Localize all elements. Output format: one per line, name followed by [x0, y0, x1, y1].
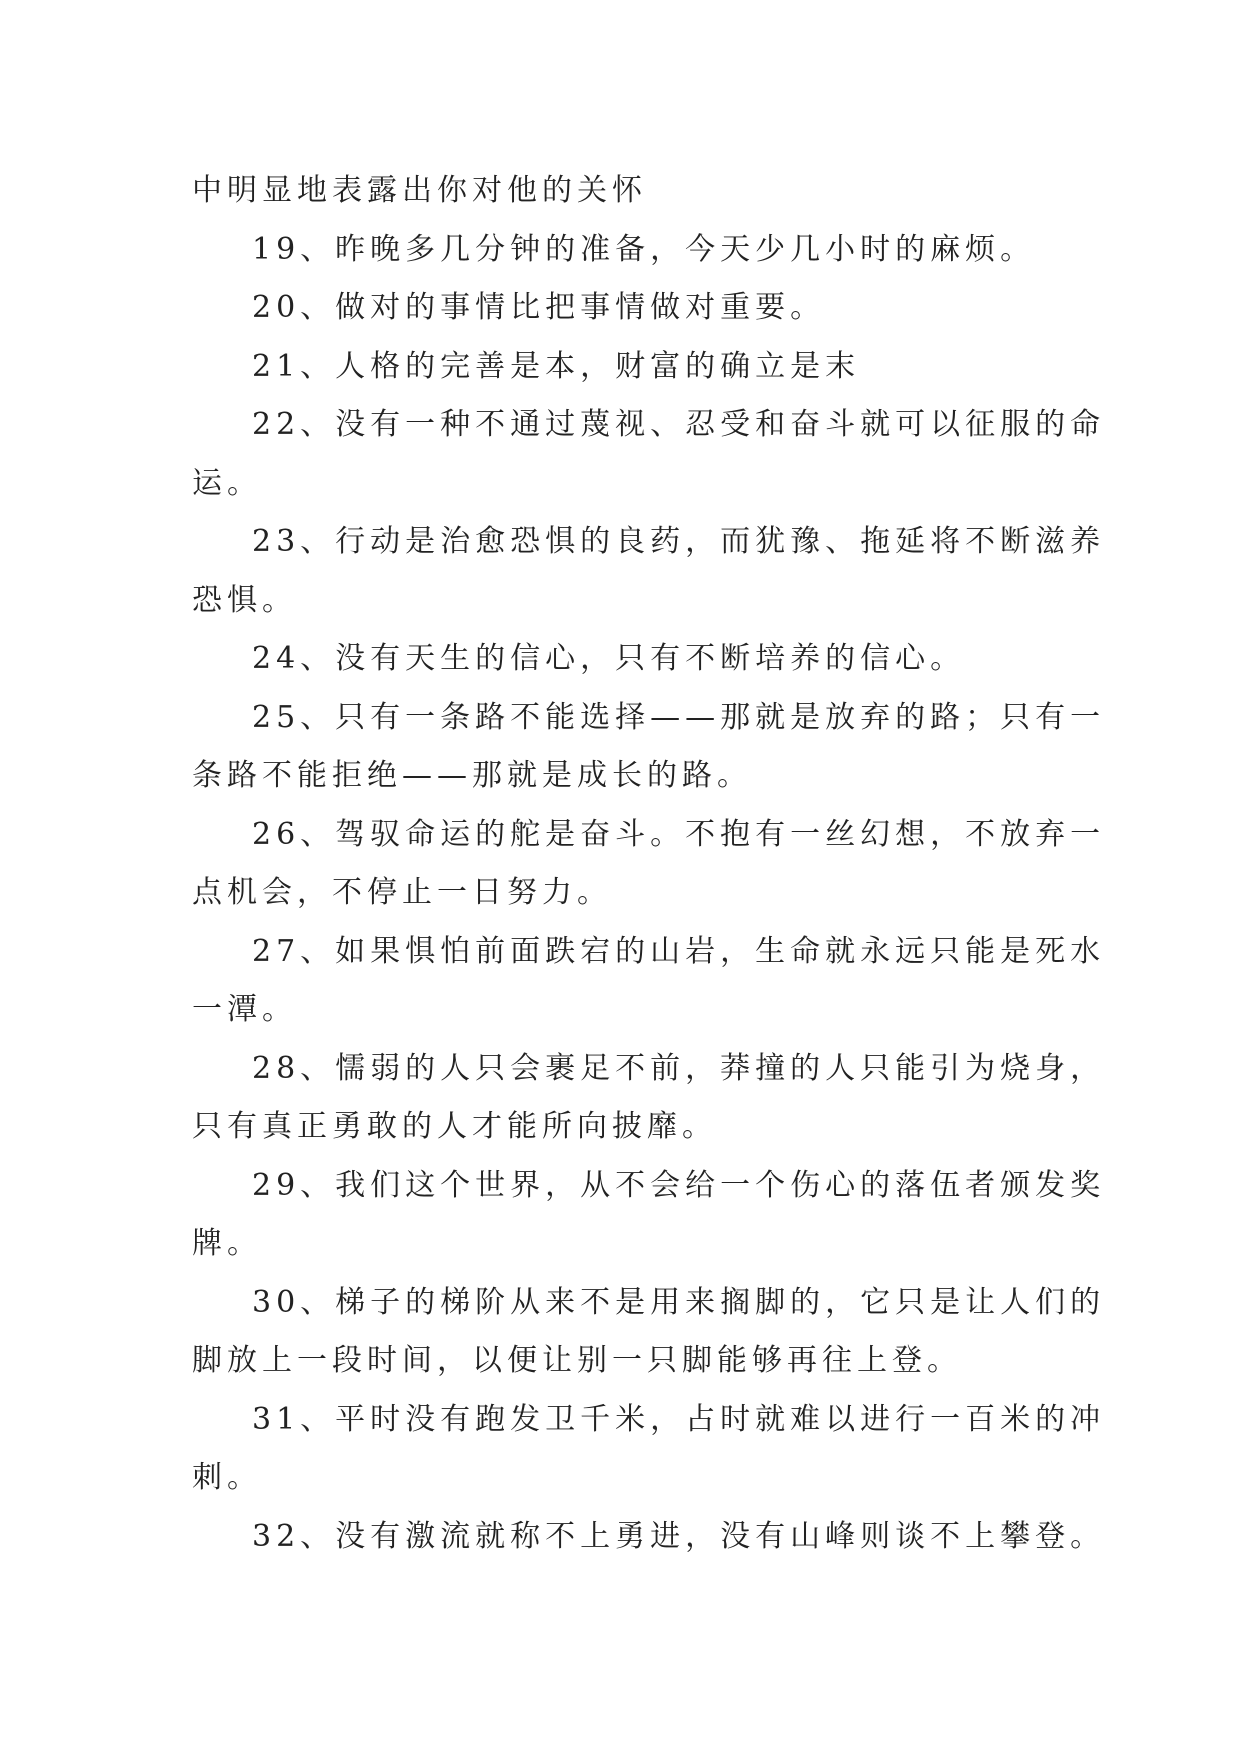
quote-30-continuation: 脚放上一段时间，以便让别一只脚能够再往上登。	[192, 1343, 962, 1378]
text-line: 中明显地表露出你对他的关怀	[192, 173, 647, 208]
quote-19: 19、昨晚多几分钟的准备，今天少几小时的麻烦。	[252, 231, 1036, 267]
quote-31: 31、平时没有跑发卫千米，占时就难以进行一百米的冲	[252, 1401, 1106, 1437]
quote-20: 20、做对的事情比把事情做对重要。	[252, 290, 826, 325]
quote-32: 32、没有激流就称不上勇进，没有山峰则谈不上攀登。	[252, 1518, 1106, 1554]
quote-31-continuation: 刺。	[192, 1460, 262, 1495]
quote-26-continuation: 点机会，不停止一日努力。	[192, 875, 612, 910]
document-body	[192, 162, 1106, 1566]
quote-21: 21、人格的完善是本，财富的确立是末	[252, 348, 861, 384]
quote-23-continuation: 恐惧。	[192, 582, 297, 618]
quote-22-continuation: 运。	[192, 465, 262, 501]
quote-24: 24、没有天生的信心，只有不断培养的信心。	[252, 641, 966, 676]
quote-29: 29、我们这个世界，从不会给一个伤心的落伍者颁发奖	[252, 1167, 1106, 1203]
quote-27-continuation: 一潭。	[192, 992, 297, 1027]
quote-29-continuation: 牌。	[192, 1226, 262, 1261]
quote-22: 22、没有一种不通过蔑视、忍受和奋斗就可以征服的命	[252, 407, 1106, 442]
quote-27: 27、如果惧怕前面跌宕的山岩，生命就永远只能是死水	[252, 933, 1106, 969]
quote-25: 25、只有一条路不能选择——那就是放弃的路；只有一	[252, 699, 1106, 735]
quote-28: 28、懦弱的人只会裹足不前，莽撞的人只能引为烧身，	[252, 1050, 1106, 1086]
quote-30: 30、梯子的梯阶从来不是用来搁脚的，它只是让人们的	[252, 1284, 1106, 1320]
quote-25-continuation: 条路不能拒绝——那就是成长的路。	[192, 758, 752, 793]
quote-28-continuation: 只有真正勇敢的人才能所向披靡。	[192, 1109, 717, 1144]
quote-26: 26、驾驭命运的舵是奋斗。不抱有一丝幻想，不放弃一	[252, 816, 1106, 852]
quote-23: 23、行动是治愈恐惧的良药，而犹豫、拖延将不断滋养	[252, 524, 1106, 559]
